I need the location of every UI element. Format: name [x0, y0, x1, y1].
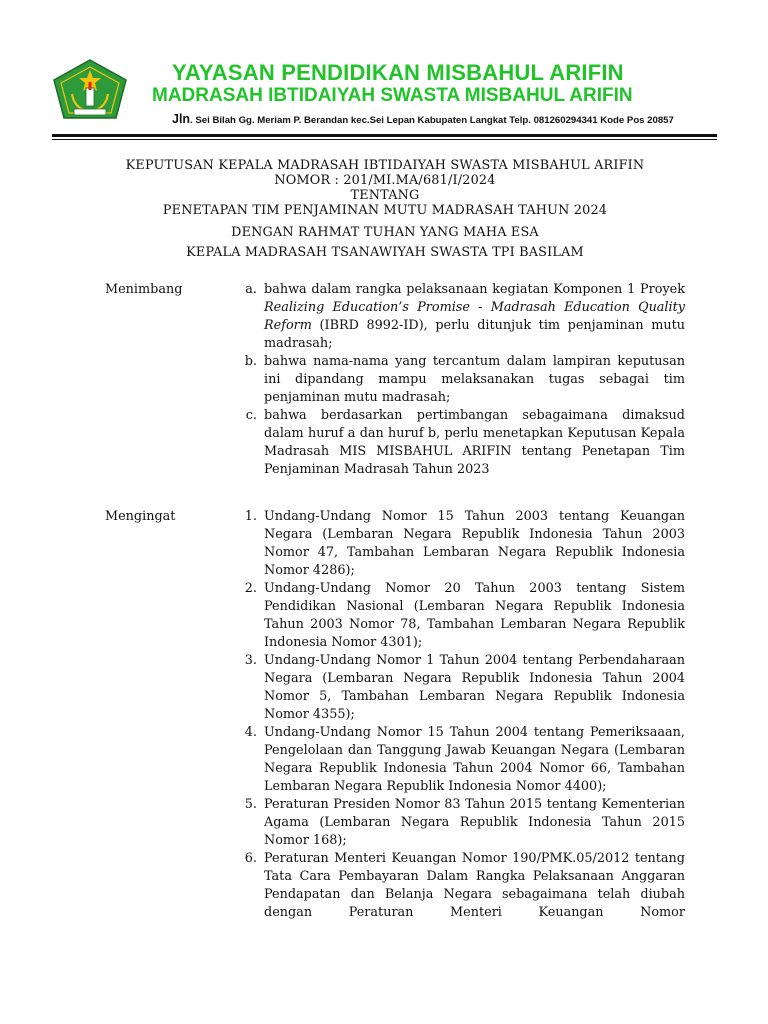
decree-authority: KEPALA MADRASAH TSANAWIYAH SWASTA TPI BASILAM	[186, 245, 584, 260]
decree-heading	[80, 158, 690, 260]
item-text: bahwa berdasarkan pertimbangan sebagaimana dimaksud dalam huruf a dan huruf b, perlu menetapkan Keputusan Kepala Madrasah MIS MISBAHUL ARIFIN tentang Penetapan Tim Penjaminan Madrasah Tahun 2023	[264, 408, 685, 477]
list-item	[235, 652, 685, 724]
address-text: . Sei Bilah Gg. Meriam P. Berandan kec.Sei Lepan Kabupaten Langkat Telp. 081260294341 Kode Pos 20857	[190, 115, 674, 126]
list-item	[235, 407, 685, 479]
item-text: Undang-Undang Nomor 1 Tahun 2004 tentang Perbendaharaan Negara (Lembaran Negara Republik Indonesia Tahun 2004 Nomor 5, Tambahan Lembaran Negara Republik Indonesia Nomor 4355);	[264, 653, 685, 722]
list-marker: b.	[244, 354, 257, 369]
list-marker: 2.	[244, 581, 257, 596]
item-text: Undang-Undang Nomor 15 Tahun 2003 tentang Keuangan Negara (Lembaran Negara Republik Indonesia Tahun 2003 Nomor 47, Tambahan Lembaran Negara Republik Indonesia Nomor 4286);	[264, 509, 685, 578]
decree-invocation: DENGAN RAHMAT TUHAN YANG MAHA ESA	[231, 225, 539, 240]
list-marker: 3.	[244, 653, 257, 668]
item-text: Undang-Undang Nomor 20 Tahun 2003 tentang Sistem Pendidikan Nasional (Lembaran Negara Republik Indonesia Tahun 2003 Nomor 78, Tambahan Lembaran Negara Republik Indonesia Nomor 4301);	[264, 581, 685, 650]
school-name: MADRASAH IBTIDAIYAH SWASTA MISBAHUL ARIFIN	[152, 85, 633, 106]
address-line	[172, 112, 674, 126]
item-text: Peraturan Presiden Nomor 83 Tahun 2015 tentang Kementerian Agama (Lembaran Negara Republik Indonesia Tahun 2015 Nomor 168);	[264, 797, 685, 848]
item-text: bahwa dalam rangka pelaksanaan kegiatan Komponen 1 Proyek	[264, 282, 685, 297]
list-item	[235, 508, 685, 580]
decree-number: NOMOR : 201/MI.MA/681/I/2024	[274, 173, 496, 188]
item-text: Undang-Undang Nomor 15 Tahun 2004 tentang Pemeriksaaan, Pengelolaan dan Tanggung Jawab Keuangan Negara (Lembaran Negara Republik Indonesia Tahun 2004 Nomor 66, Tambahan Lembaran Negara Republik Indonesia Nomor 4400);	[264, 725, 685, 794]
decree-about: TENTANG	[350, 188, 420, 203]
list-marker: c.	[245, 408, 257, 423]
letterhead	[0, 0, 768, 140]
ministry-of-religious-affairs-emblem-icon	[50, 58, 130, 124]
letterhead-rule-thick	[52, 134, 717, 137]
list-marker: 4.	[244, 725, 257, 740]
list-item	[235, 724, 685, 796]
item-text: (IBRD 8992-ID), perlu ditunjuk tim penjaminan mutu madrasah;	[264, 318, 685, 351]
list-item	[235, 580, 685, 652]
decree-title: KEPUTUSAN KEPALA MADRASAH IBTIDAIYAH SWASTA MISBAHUL ARIFIN	[125, 158, 645, 173]
item-text: bahwa nama-nama yang tercantum dalam lampiran keputusan ini dipandang mampu melaksanakan tugas sebagai tim penjaminan mutu madrasah;	[264, 354, 685, 405]
menimbang-label: Menimbang	[105, 282, 183, 297]
list-item	[235, 353, 685, 407]
menimbang-section	[105, 281, 685, 491]
mengingat-label: Mengingat	[105, 509, 176, 524]
list-marker: a.	[245, 282, 257, 297]
mengingat-section	[105, 508, 685, 958]
address-prefix: Jln	[172, 112, 191, 126]
letterhead-rule-thin	[52, 139, 717, 140]
decree-subject: PENETAPAN TIM PENJAMINAN MUTU MADRASAH TAHUN 2024	[162, 203, 608, 218]
item-text: Peraturan Menteri Keuangan Nomor 190/PMK.05/2012 tentang Tata Cara Pembayaran Dalam Rangka Pelaksanaan Anggaran Pendapatan dan Belanja Negara sebagaimana telah diubah dengan Peraturan Menteri Keuangan Nomor	[264, 851, 685, 920]
foundation-name: YAYASAN PENDIDIKAN MISBAHUL ARIFIN	[172, 60, 624, 85]
list-marker: 5.	[244, 797, 257, 812]
list-item	[235, 796, 685, 850]
list-item	[235, 281, 685, 353]
list-item	[235, 850, 685, 922]
list-marker: 6.	[244, 851, 257, 866]
list-marker: 1.	[244, 509, 257, 524]
project-name: Realizing Education’s Promise - Madrasah Education Quality Reform	[264, 300, 685, 333]
